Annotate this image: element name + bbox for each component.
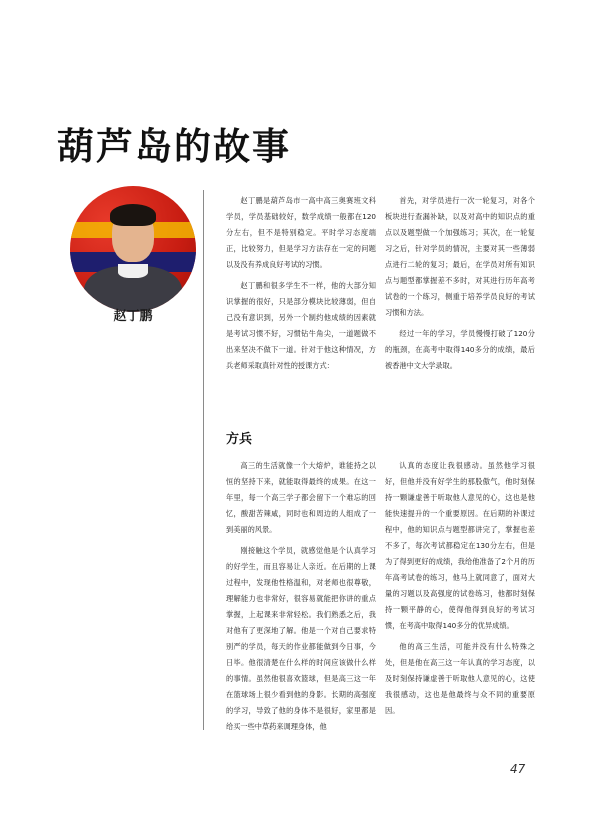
paragraph: 刚接触这个学员，就感觉他是个认真学习的好学生，而且容易让人亲近。在后期的上课过程中，发现他性格温和，对老师也很尊敬，理解能力也非常好，很容易就能把你讲的重点掌握，上起课来非常轻松。我们熟悉之后，我对他有了更深地了解。他是一个对自己要求特别严的学员，每天的作业都能做到今日事，今日毕。他很清楚在什么样的时间应该做什么样的事情。虽然他很喜欢篮球，但是高三这一年在篮球场上很少看到他的身影。长期的高强度的学习，导致了他的身体不是很好，家里都是给买一些中草药来调理身体，他 [226,546,376,731]
page-number: 47 [510,762,526,776]
paragraph: 高三的生活就像一个大熔炉，谁能持之以恒的坚持下来，就能取得最终的成果。在这一年里，每一个高三学子都会留下一个难忘的回忆，酸甜苦辣咸，同时也和周边的人组成了一到美丽的风景。 [226,461,376,534]
article-title: 葫芦岛的故事 [57,125,291,168]
intro-column-2 [385,193,535,379]
section-heading: 方兵 [226,432,253,447]
paragraph: 首先，对学员进行一次一轮复习，对各个板块进行查漏补缺，以及对高中的知识点的重点以及题型做一个加强练习；其次，在一轮复习之后，针对学员的情况，主要对其一些薄弱点进行二轮的复习；最后，在学员对所有知识点与题型都掌握差不多时，对其进行历年高考试卷的一个练习，侧重于培养学员良好的考试习惯和方法。 [385,196,535,317]
column-divider [203,190,204,730]
photo-hair [110,204,156,226]
paragraph: 赵丁鹏和很多学生不一样，他的大部分知识掌握的很好，只是部分模块比较薄弱，但自己没有意识到，另外一个制约他成绩的因素就是考试习惯不好，习惯钻牛角尖，一道题做不出来坚决不做下一道。针对于他这种情况，方兵老师采取真针对性的授课方式： [226,281,376,370]
profile-name: 赵丁鹏 [113,309,153,324]
photo-collar [118,264,148,278]
section-column-2 [385,458,535,724]
paragraph: 认真的态度让我很感动。虽然他学习很好，但他并没有好学生的那股傲气，他时刻保持一颗谦虚善于听取他人意见的心，这也是他能快速提升的一个重要原因。在后期的补课过程中，他的知识点与题型都讲完了，掌握也差不多了，每次考试都稳定在130分左右，但是为了得到更好的成绩，我给他准备了2个月的历年高考试卷的练习，他马上就同意了，面对大量的习题以及高强度的试卷练习，他都时刻保持一颗平静的心，使得他得到良好的考试习惯，在考高中取得140多分的优异成绩。 [385,461,535,630]
section-column-1 [226,458,376,740]
intro-column-1 [226,193,376,379]
paragraph: 赵丁鹏是葫芦岛市一高中高三奥赛班文科学员，学员基础较好，数学成绩一般都在120分左右，但不是特别稳定。平时学习态度端正，比较努力，但是学习方法存在一定的问题以及没有养成良好考试的习惯。 [226,196,376,269]
paragraph: 他的高三生活，可能并没有什么特殊之处，但是他在高三这一年认真的学习态度，以及时刻保持谦虚善于听取他人意见的心，这使我很感动，这也是他最终与众不同的重要原因。 [385,642,535,715]
paragraph: 经过一年的学习，学员慢慢打破了120分的瓶颈，在高考中取得140多分的成绩，最后被香港中文大学录取。 [385,329,535,370]
profile-photo [70,186,196,312]
